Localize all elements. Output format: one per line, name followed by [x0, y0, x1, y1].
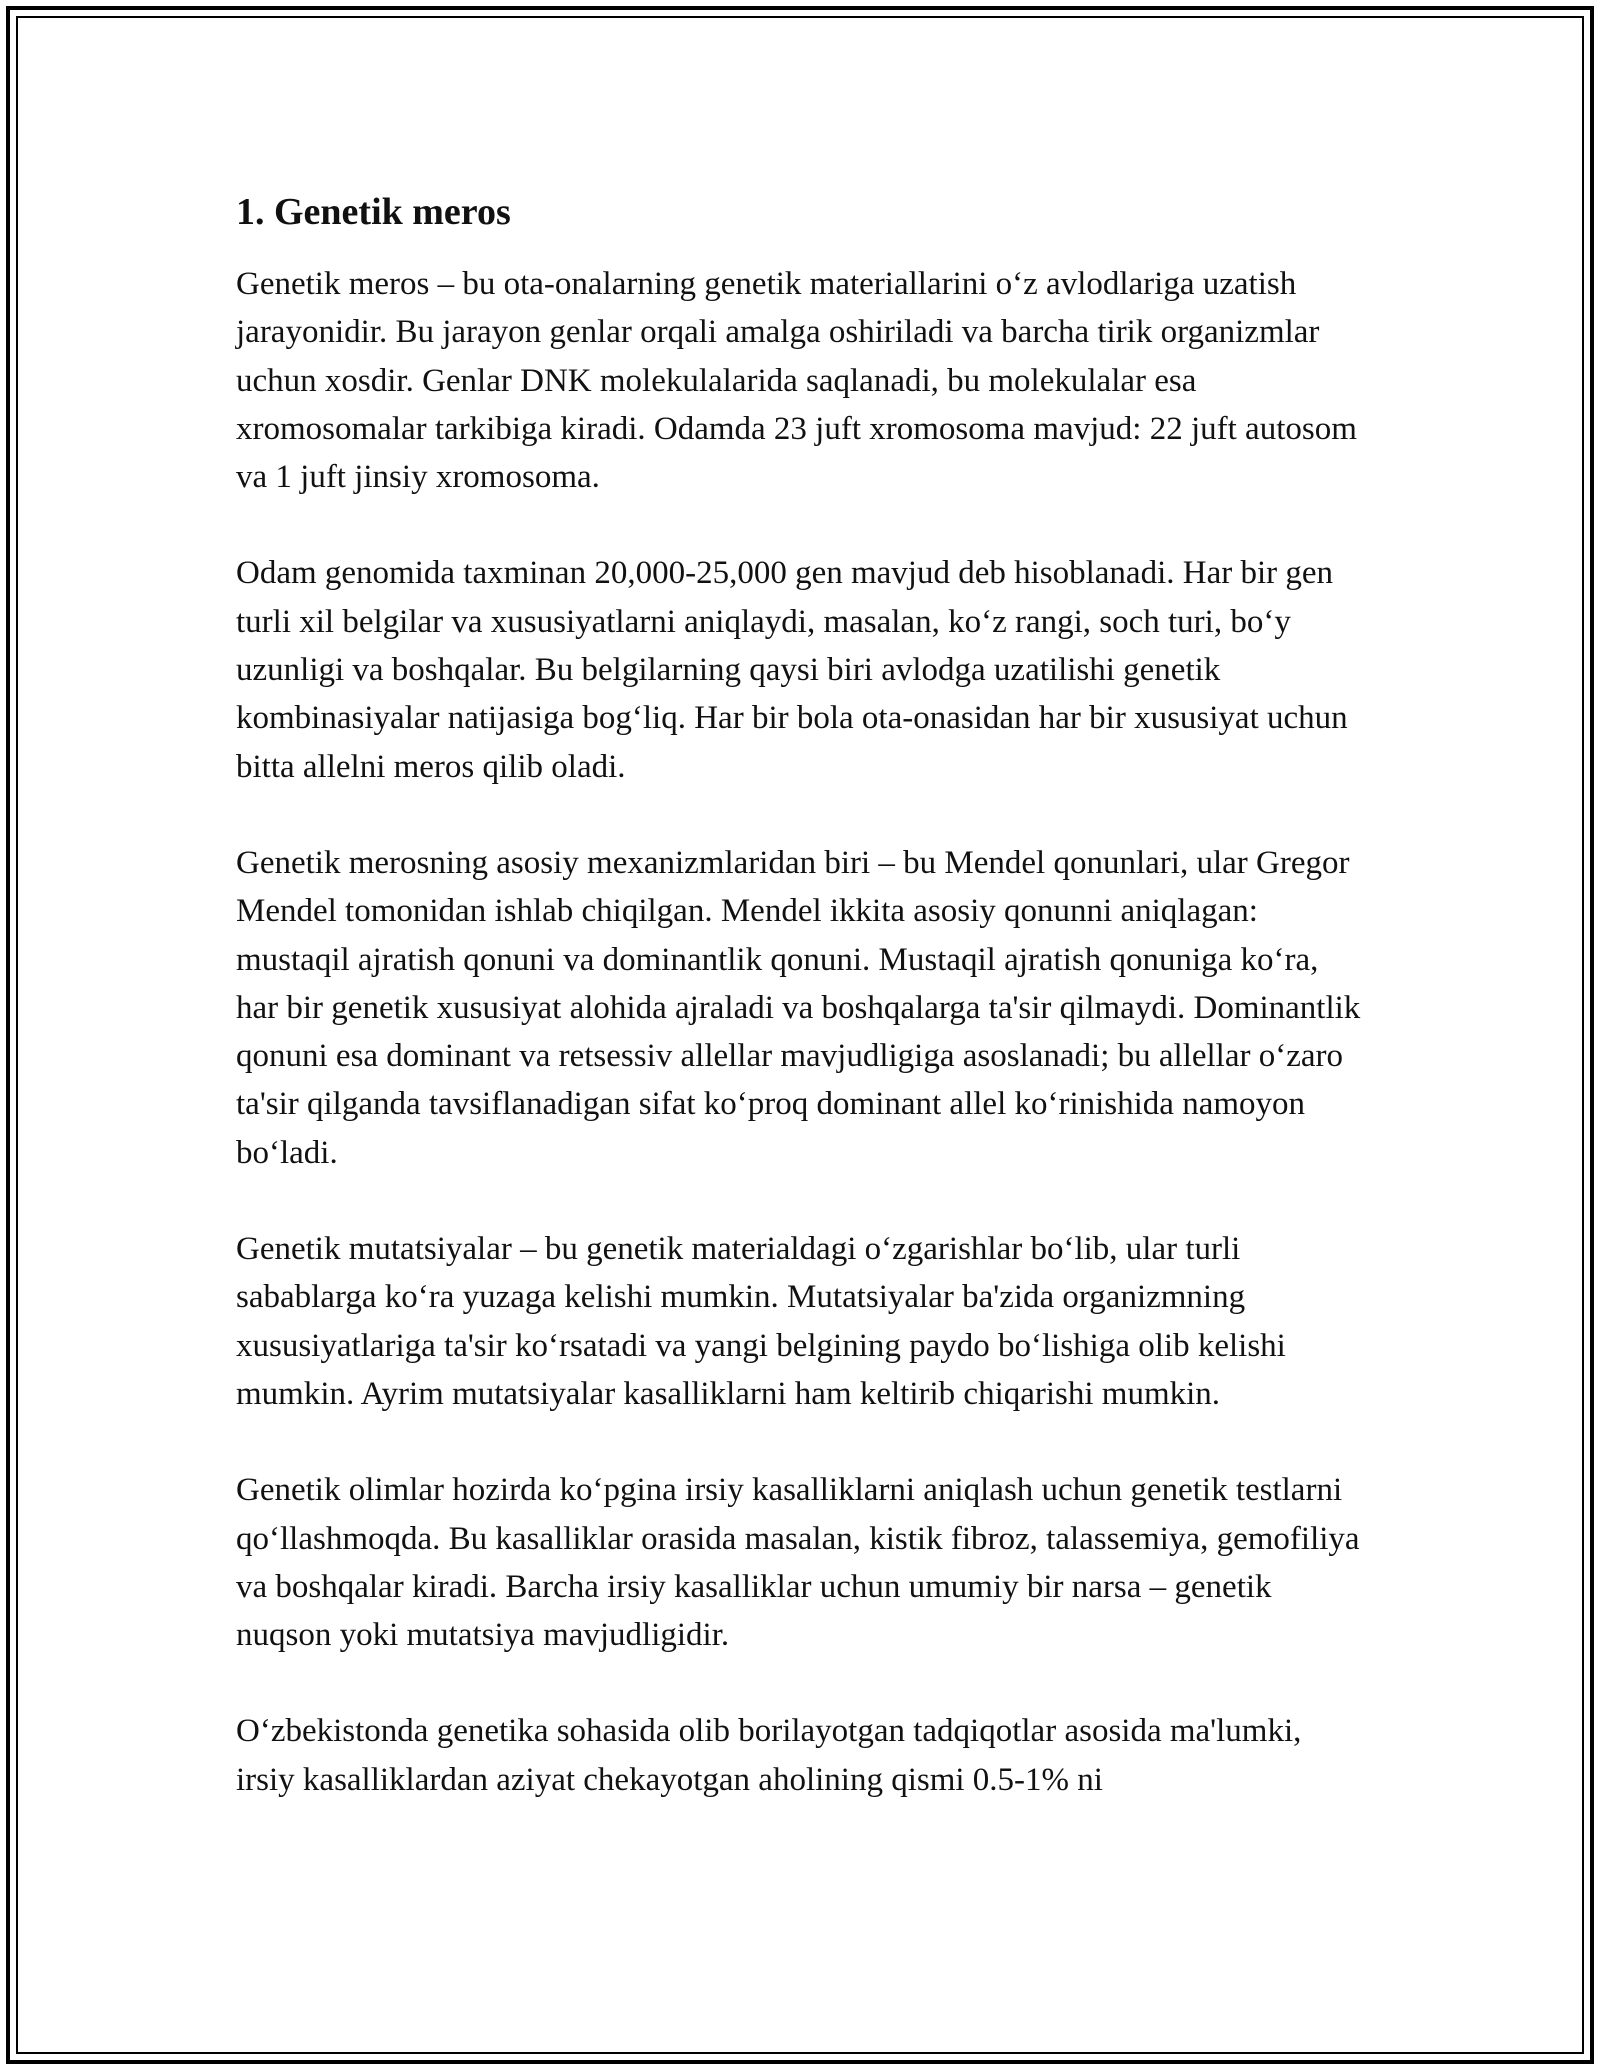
- paragraph-5: Genetik olimlar hozirda ko‘pgina irsiy kasalliklarni aniqlash uchun genetik testlarni qo‘llashmoqda. Bu kasalliklar orasida masalan, kistik fibroz, talassemiya, gemofiliya va boshqalar kiradi. Barcha irsiy kasalliklar uchun umumiy bir narsa – genetik nuqson yoki mutatsiya mavjudligidir.: [236, 1472, 1360, 1654]
- paragraph-3: Genetik merosning asosiy mexanizmlaridan biri – bu Mendel qonunlari, ular Gregor Mendel tomonidan ishlab chiqilgan. Mendel ikkita asosiy qonunni aniqlagan: mustaqil ajratish qonuni va dominantlik qonuni. Mustaqil ajratish qonuniga ko‘ra, har bir genetik xususiyat alohida ajraladi va boshqalarga ta'sir qilmaydi. Dominantlik qonuni esa dominant va retsessiv allellar mavjudligiga asoslanadi; bu allellar o‘zaro ta'sir qilganda tavsiflanadigan sifat ko‘proq dominant allel ko‘rinishida namoyon bo‘ladi.: [236, 844, 1361, 1171]
- paragraph-4: Genetik mutatsiyalar – bu genetik materialdagi o‘zgarishlar bo‘lib, ular turli sabablarga ko‘ra yuzaga kelishi mumkin. Mutatsiyalar ba'zida organizmning xususiyatlariga ta'sir ko‘rsatadi va yangi belgining paydo bo‘lishiga olib kelishi mumkin. Ayrim mutatsiyalar kasalliklarni ham keltirib chiqarishi mumkin.: [236, 1231, 1286, 1412]
- paragraph-6: O‘zbekistonda genetika sohasida olib borilayotgan tadqiqotlar asosida ma'lumki, irsiy kasalliklardan aziyat chekayotgan aholining qismi 0.5-1% ni: [236, 1713, 1302, 1798]
- paragraph-1: Genetik meros – bu ota-onalarning genetik materiallarini o‘z avlodlariga uzatish jarayonidir. Bu jarayon genlar orqali amalga oshiriladi va barcha tirik organizmlar uchun xosdir. Genlar DNK molekulalarida saqlanadi, bu molekulalar esa xromosomalar tarkibiga kiradi. Odamda 23 juft xromosoma mavjud: 22 juft autosom va 1 juft jinsiy xromosoma.: [236, 266, 1357, 496]
- section-heading: 1. Genetik meros: [236, 191, 511, 233]
- document-body: [236, 188, 1366, 1852]
- paragraph-2: Odam genomida taxminan 20,000-25,000 gen mavjud deb hisoblanadi. Har bir gen turli xil belgilar va xususiyatlarni aniqlaydi, masalan, ko‘z rangi, soch turi, bo‘y uzunligi va boshqalar. Bu belgilarning qaysi biri avlodga uzatilishi genetik kombinasiyalar natijasiga bog‘liq. Har bir bola ota-onasidan har bir xususiyat uchun bitta allelni meros qilib oladi.: [236, 555, 1348, 785]
